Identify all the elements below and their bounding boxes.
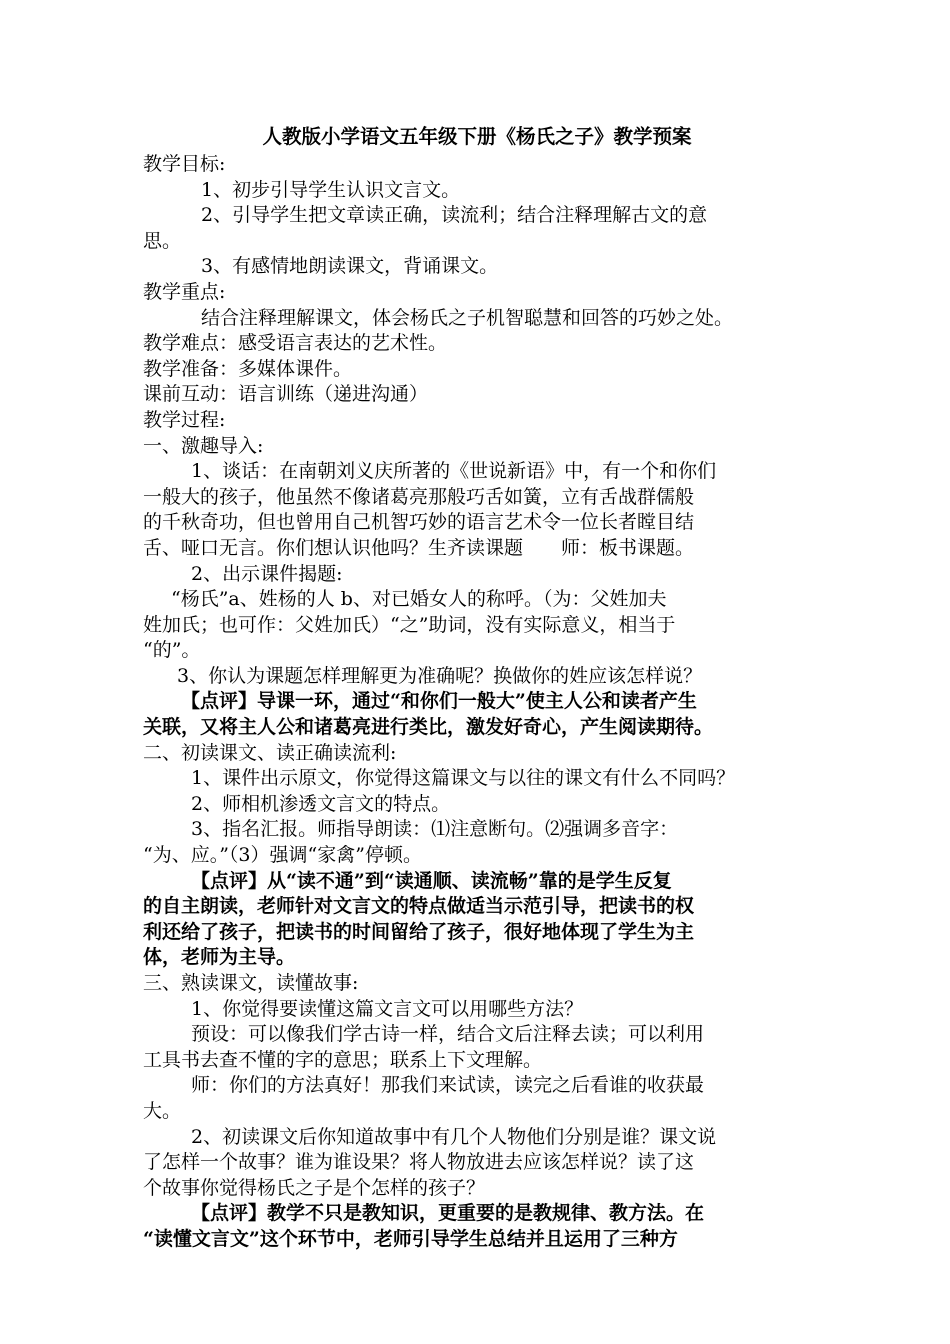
paragraph-line: 的千秋奇功，但也曾用自己机智巧妙的语言艺术令一位长者瞠目结	[143, 511, 695, 534]
paragraph-line: 了怎样一个故事？谁为谁设果？将人物放进去应该怎样说？读了这	[143, 1151, 695, 1174]
comment-line: 的自主朗读，老师针对文言文的特点做适当示范引导，把读书的权	[143, 895, 695, 918]
heading-process: 教学过程:	[143, 408, 226, 431]
paragraph-line: 预设：可以像我们学古诗一样，结合文后注释去读；可以利用	[191, 1023, 705, 1046]
paragraph-line: 工具书去查不懂的字的意思；联系上下文理解。	[143, 1048, 543, 1071]
paragraph-line: 姓加氏；也可作：父姓加氏）“之”助词，没有实际意义，相当于	[143, 613, 676, 636]
paragraph-line: 2、初读课文后你知道故事中有几个人物他们分别是谁？课文说	[191, 1125, 717, 1148]
comment-line: 【点评】教学不只是教知识，更重要的是教规律、教方法。在	[191, 1202, 705, 1225]
paragraph-line: 舌、哑口无言。你们想认识他吗？生齐读课题 师：板书课题。	[143, 536, 695, 559]
key-points-text: 结合注释理解课文，体会杨氏之子机智聪慧和回答的巧妙之处。	[201, 306, 734, 329]
comment-line: 关联，又将主人公和诸葛亮进行类比，激发好奇心，产生阅读期待。	[143, 716, 714, 739]
objective-2: 2、引导学生把文章读正确，读流利；结合注释理解古文的意	[201, 204, 708, 227]
objective-2-cont: 思。	[143, 229, 182, 252]
preparation-line: 教学准备：多媒体课件。	[143, 357, 353, 380]
paragraph-line: 3、你认为课题怎样理解更为准确呢？换做你的姓应该怎样说？	[177, 664, 703, 687]
paragraph-line: “杨氏”a、姓杨的人 b、对已婚女人的称呼。（为：父姓加夫	[171, 588, 667, 611]
section-1-heading: 一、激趣导入:	[143, 434, 264, 457]
section-3-heading: 三、熟读课文，读懂故事:	[143, 972, 359, 994]
paragraph-line: 一般大的孩子，他虽然不像诸葛亮那般巧舌如簧，立有舌战群儒般	[143, 485, 695, 508]
comment-line: 【点评】从“读不通”到“读通顺、读流畅”靠的是学生反复	[191, 869, 672, 892]
heading-key-points: 教学重点:	[143, 280, 226, 303]
document-title: 人教版小学语文五年级下册《杨氏之子》教学预案	[262, 125, 692, 148]
paragraph-line: 师：你们的方法真好！那我们来试读，读完之后看谁的收获最	[191, 1074, 705, 1097]
paragraph-line: 大。	[143, 1099, 182, 1122]
paragraph-line: 3、指名汇报。师指导朗读：⑴注意断句。⑵强调多音字：	[191, 818, 679, 841]
heading-objectives: 教学目标:	[143, 153, 226, 175]
section-2-heading: 二、初读课文、读正确读流利:	[143, 741, 397, 764]
paragraph-line: 2、出示课件揭题:	[191, 562, 343, 585]
paragraph-line: “的”。	[143, 639, 201, 662]
objective-3: 3、有感情地朗读课文，背诵课文。	[201, 255, 499, 278]
paragraph-line: 1、谈话：在南朝刘义庆所著的《世说新语》中，有一个和你们	[191, 460, 717, 483]
difficulty-line: 教学难点：感受语言表达的艺术性。	[143, 332, 448, 355]
comment-line: 利还给了孩子，把读书的时间留给了孩子，很好地体现了学生为主	[143, 920, 695, 943]
paragraph-line: 1、你觉得要读懂这篇文言文可以用哪些方法？	[191, 997, 584, 1020]
interaction-line: 课前互动：语言训练（递进沟通）	[143, 383, 429, 406]
paragraph-line: 1、课件出示原文，你觉得这篇课文与以往的课文有什么不同吗？	[191, 767, 736, 790]
paragraph-line: 2、师相机渗透文言文的特点。	[191, 792, 451, 815]
document-page	[143, 122, 811, 1253]
comment-line: “读懂文言文”这个环节中，老师引导学生总结并且运用了三种方	[143, 1227, 678, 1250]
comment-line: 体，老师为主导。	[143, 946, 296, 969]
objective-1: 1、初步引导学生认识文言文。	[201, 178, 461, 201]
paragraph-line: 个故事你觉得杨氏之子是个怎样的孩子？	[143, 1176, 486, 1199]
paragraph-line: “为、应。”（3）强调“家禽”停顿。	[143, 844, 422, 867]
comment-line: 【点评】导课一环，通过“和你们一般大”使主人公和读者产生	[181, 690, 697, 713]
